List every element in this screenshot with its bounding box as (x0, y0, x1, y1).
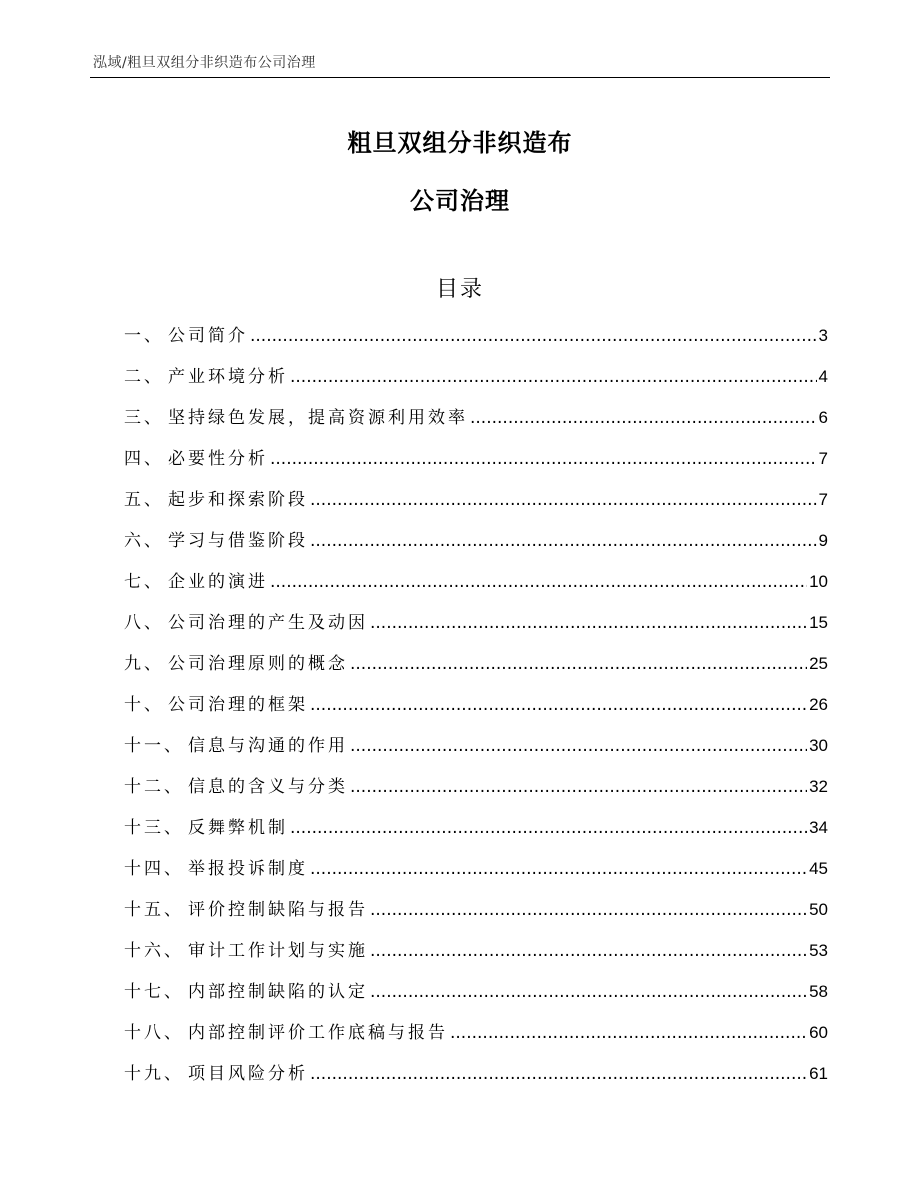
header-divider (90, 77, 830, 78)
toc-entry-page: 4 (818, 367, 828, 386)
toc-entry-label: 公司治理的产生及动因 (168, 613, 368, 633)
toc-dot-leader (370, 937, 807, 965)
toc-entry-number: 十四、 (124, 859, 184, 879)
toc-entry-page: 58 (809, 982, 828, 1001)
toc-entry-page: 30 (809, 736, 828, 755)
toc-entry-number: 十六、 (124, 941, 184, 961)
toc-heading: 目录 (435, 277, 484, 302)
toc-dot-leader (310, 855, 807, 883)
toc-entry-number: 三、 (124, 408, 164, 428)
toc-entry[interactable] (124, 363, 828, 404)
toc-entry-number: 十二、 (124, 777, 184, 797)
toc-dot-leader (350, 773, 807, 801)
toc-entry-number: 十五、 (124, 900, 184, 920)
toc-entry-label: 公司治理的框架 (168, 695, 308, 715)
toc-entry[interactable] (124, 1060, 828, 1101)
toc-entry-number: 十、 (124, 695, 164, 715)
toc-entry-number: 四、 (124, 449, 164, 469)
toc-entry-number: 十七、 (124, 982, 184, 1002)
toc-entry-label: 产业环境分析 (168, 367, 288, 387)
toc-entry-number: 六、 (124, 531, 164, 551)
toc-dot-leader (310, 1060, 807, 1088)
toc-dot-leader (370, 896, 807, 924)
toc-entry-label: 信息的含义与分类 (188, 777, 348, 797)
toc-entry[interactable] (124, 527, 828, 568)
toc-entry[interactable] (124, 1019, 828, 1060)
toc-entry-page: 32 (809, 777, 828, 796)
toc-entry[interactable] (124, 650, 828, 691)
toc-entry-page: 25 (809, 654, 828, 673)
toc-dot-leader (310, 527, 817, 555)
toc-entry-page: 26 (809, 695, 828, 714)
toc-dot-leader (350, 650, 807, 678)
toc-entry-label: 企业的演进 (168, 572, 268, 592)
toc-entry-number: 十九、 (124, 1064, 184, 1084)
toc-entry-page: 6 (818, 408, 828, 427)
toc-entry[interactable] (124, 322, 828, 363)
toc-entry-number: 七、 (124, 572, 164, 592)
toc-dot-leader (470, 404, 817, 432)
toc-entry-number: 八、 (124, 613, 164, 633)
toc-entry-page: 45 (809, 859, 828, 878)
toc-entry-label: 评价控制缺陷与报告 (188, 900, 368, 920)
toc-dot-leader (370, 978, 807, 1006)
toc-entry-page: 34 (809, 818, 828, 837)
toc-entry-page: 9 (818, 531, 828, 550)
toc-entry[interactable] (124, 855, 828, 896)
toc-entry-page: 61 (809, 1064, 828, 1083)
toc-entry-label: 信息与沟通的作用 (188, 736, 348, 756)
toc-entry[interactable] (124, 732, 828, 773)
toc-entry-number: 五、 (124, 490, 164, 510)
toc-entry[interactable] (124, 568, 828, 609)
toc-entry-label: 项目风险分析 (188, 1064, 308, 1084)
toc-entry[interactable] (124, 486, 828, 527)
toc-entry-page: 15 (809, 613, 828, 632)
toc-entry-page: 60 (809, 1023, 828, 1042)
toc-entry[interactable] (124, 609, 828, 650)
toc-entry-label: 公司简介 (168, 326, 248, 346)
toc-entry[interactable] (124, 404, 828, 445)
toc-dot-leader (310, 486, 817, 514)
toc-entry-page: 53 (809, 941, 828, 960)
toc-entry-label: 举报投诉制度 (188, 859, 308, 879)
toc-entry-number: 九、 (124, 654, 164, 674)
table-of-contents (124, 322, 828, 1101)
toc-dot-leader (290, 814, 807, 842)
toc-dot-leader (370, 609, 807, 637)
toc-entry-page: 10 (809, 572, 828, 591)
toc-dot-leader (250, 322, 817, 350)
toc-entry-label: 反舞弊机制 (188, 818, 288, 838)
toc-entry-label: 内部控制缺陷的认定 (188, 982, 368, 1002)
toc-entry-page: 3 (818, 326, 828, 345)
toc-entry-label: 坚持绿色发展，提高资源利用效率 (168, 408, 468, 428)
toc-entry-page: 50 (809, 900, 828, 919)
toc-entry-page: 7 (818, 490, 828, 509)
toc-entry-number: 十三、 (124, 818, 184, 838)
toc-entry[interactable] (124, 445, 828, 486)
toc-entry-number: 十八、 (124, 1023, 184, 1043)
toc-entry-label: 必要性分析 (168, 449, 268, 469)
toc-entry-label: 审计工作计划与实施 (188, 941, 368, 961)
toc-entry-label: 公司治理原则的概念 (168, 654, 348, 674)
toc-entry-label: 学习与借鉴阶段 (168, 531, 308, 551)
toc-entry-label: 起步和探索阶段 (168, 490, 308, 510)
running-header: 泓域/粗旦双组分非织造布公司治理 (93, 55, 316, 71)
toc-dot-leader (310, 691, 807, 719)
toc-entry[interactable] (124, 937, 828, 978)
toc-entry-number: 一、 (124, 326, 164, 346)
toc-entry[interactable] (124, 896, 828, 937)
toc-entry-number: 十一、 (124, 736, 184, 756)
toc-entry[interactable] (124, 978, 828, 1019)
toc-dot-leader (290, 363, 817, 391)
toc-entry[interactable] (124, 773, 828, 814)
toc-entry[interactable] (124, 691, 828, 732)
toc-dot-leader (270, 568, 807, 596)
document-title-line-1: 粗旦双组分非织造布 (347, 129, 573, 157)
toc-entry[interactable] (124, 814, 828, 855)
toc-dot-leader (450, 1019, 807, 1047)
toc-entry-page: 7 (818, 449, 828, 468)
toc-dot-leader (270, 445, 817, 473)
document-title-line-2: 公司治理 (410, 187, 510, 215)
toc-dot-leader (350, 732, 807, 760)
toc-entry-label: 内部控制评价工作底稿与报告 (188, 1023, 448, 1043)
toc-entry-number: 二、 (124, 367, 164, 387)
